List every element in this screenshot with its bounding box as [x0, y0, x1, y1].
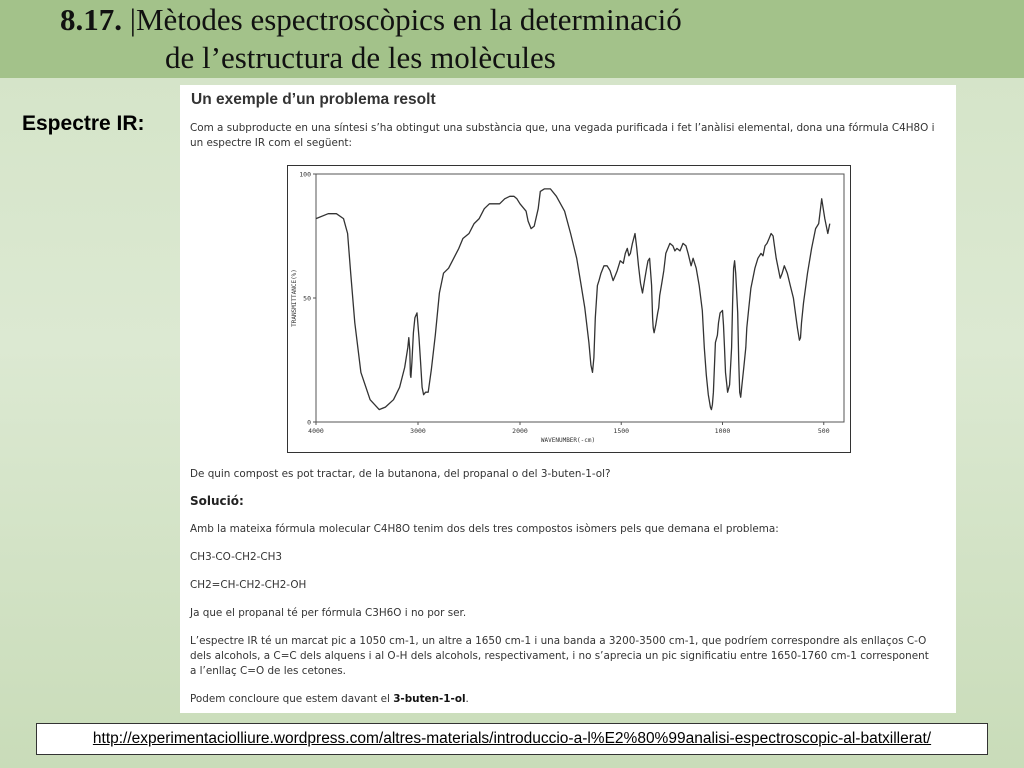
solution-label: Solució: [190, 494, 244, 508]
title-number: 8.17. [60, 2, 122, 37]
solution-text-3b: dels alcohols, a C=C dels alquens i al O-H dels alcohols, respectivament, i no s’aprecia un pic significatiu entre 1650-1760 cm-1 corresponent [190, 650, 929, 662]
x-axis-label: WAVENUMBER(-cm) [540, 437, 596, 444]
solution-text-3a: L’espectre IR té un marcat pic a 1050 cm-1, un altre a 1650 cm-1 i una banda a 3200-3500 cm-1, que podríem correspondre als enllaços C-O [190, 635, 927, 647]
source-url-box[interactable] [36, 723, 988, 755]
conclusion-answer: 3-buten-1-ol [393, 693, 466, 705]
problem-panel [180, 85, 956, 713]
panel-heading: Un exemple d’un problema resolt [191, 91, 436, 108]
conclusion-prefix: Podem concloure que estem davant el [190, 693, 394, 705]
x-tick-label: 500 [817, 427, 830, 435]
conclusion-text [190, 692, 469, 707]
x-tick-label: 1000 [714, 427, 731, 435]
x-tick-label: 1500 [613, 427, 630, 435]
y-tick-label: 0 [307, 418, 311, 427]
x-tick-label: 2000 [512, 427, 528, 435]
title-text-line1: |Mètodes espectroscòpics en la determinació [129, 2, 682, 37]
conclusion-suffix: . [465, 693, 469, 705]
solution-text-1: Amb la mateixa fórmula molecular C4H8O tenim dos dels tres compostos isòmers pels que demana el problema: [190, 523, 779, 535]
y-tick-label: 100 [299, 170, 311, 179]
y-axis-label: TRANSMITTANCE(%) [291, 269, 298, 327]
y-tick-label: 50 [303, 294, 311, 303]
spectrum-side-label: Espectre IR: [22, 112, 145, 135]
spectrum-line [316, 189, 830, 410]
slide-title-line2: de l’estructura de les molècules [165, 40, 556, 75]
ir-spectrum-figure [287, 165, 851, 453]
question-text: De quin compost es pot tractar, de la butanona, del propanal o del 3-buten-1-ol? [190, 468, 611, 480]
intro-text-1: Com a subproducte en una síntesi s’ha obtingut una substància que, una vegada purificada i fet l’anàlisi elemental, dona una fórmula C4H8O i [190, 122, 935, 134]
formula-butanone: CH3-CO-CH2-CH3 [190, 551, 283, 563]
slide-title-line1 [60, 2, 682, 38]
formula-butenol: CH2=CH-CH2-CH2-OH [190, 579, 307, 591]
solution-text-2: Ja que el propanal té per fórmula C3H6O i no por ser. [190, 607, 467, 619]
intro-text-2: un espectre IR com el següent: [190, 137, 352, 149]
x-tick-label: 3000 [410, 427, 426, 435]
source-url-link[interactable]: http://experimentaciolliure.wordpress.com/altres-materials/introduccio-a-l%E2%80%99analisi-espectroscopic-al-batxillerat/ [92, 730, 932, 747]
solution-text-3c: a l’enllaç C=O de les cetones. [190, 665, 346, 677]
ir-spectrum-chart [288, 166, 850, 452]
x-tick-label: 4000 [308, 427, 324, 435]
plot-area [316, 174, 844, 422]
